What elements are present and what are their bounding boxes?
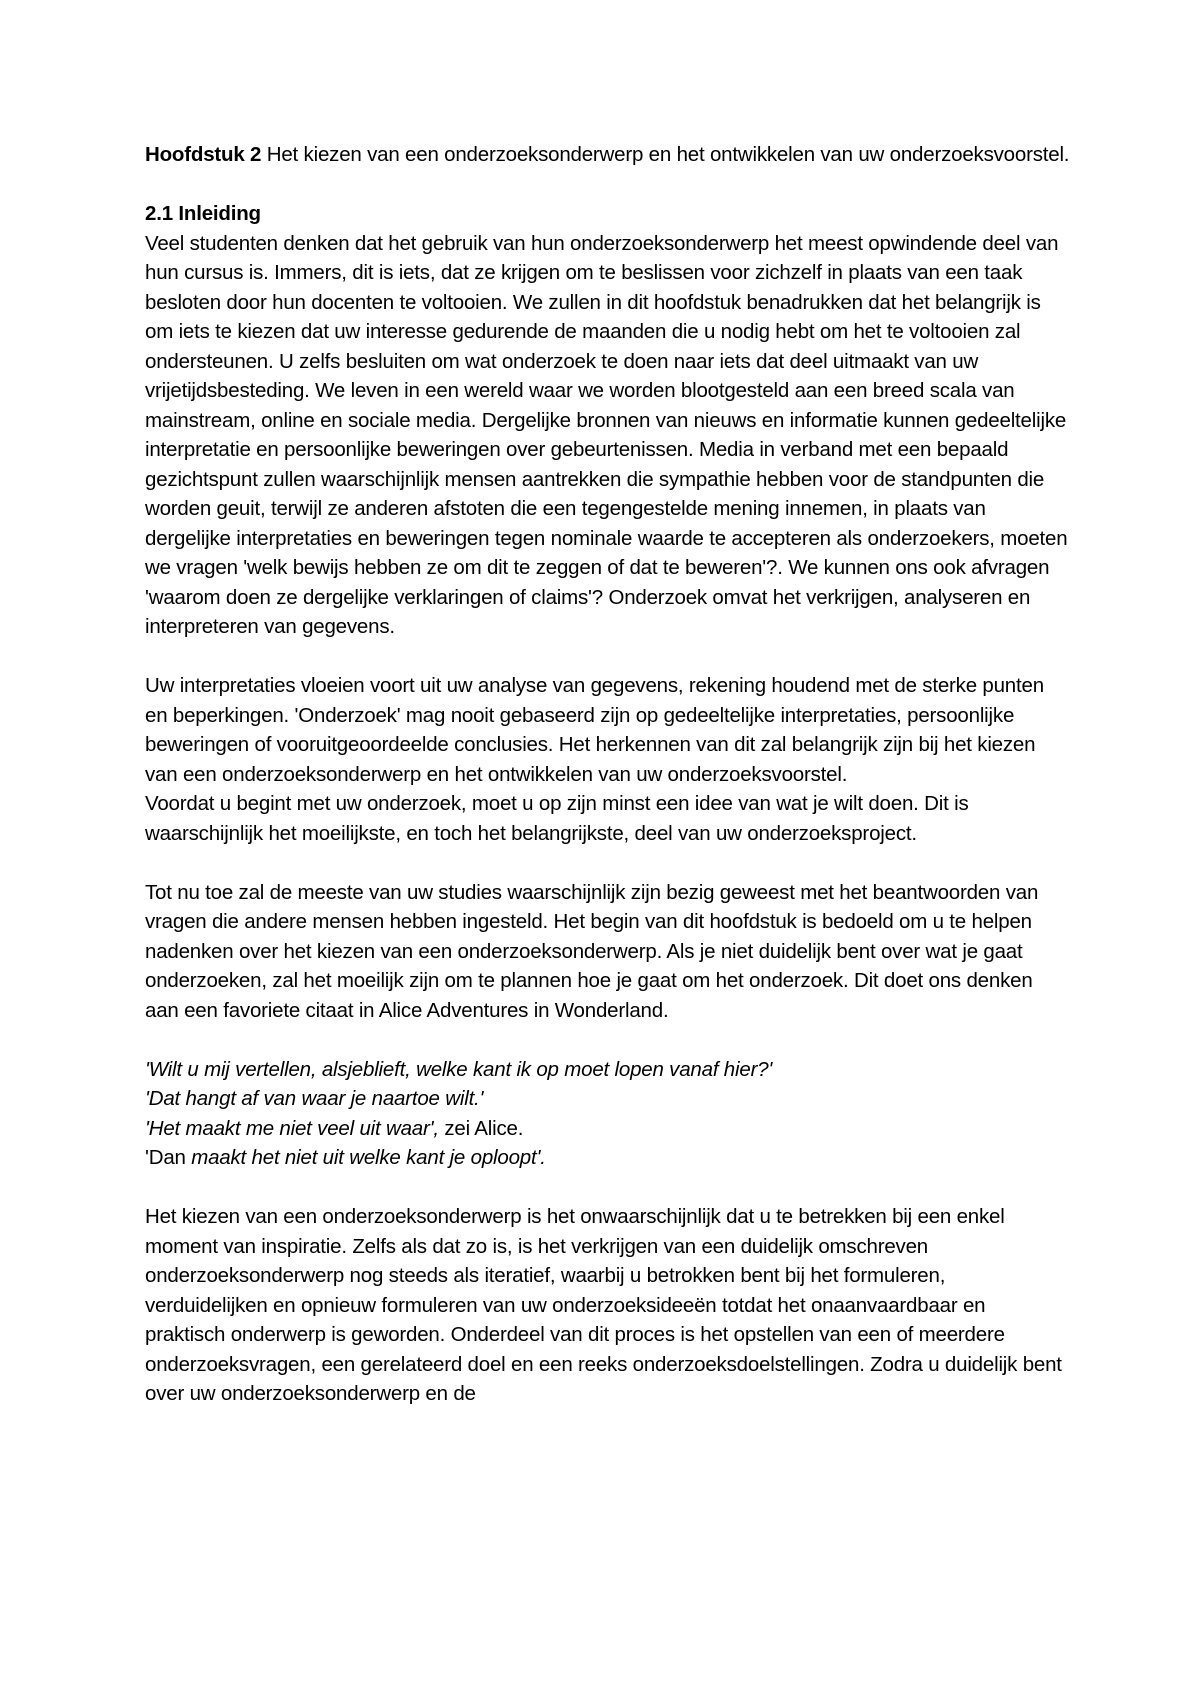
spacer: [145, 848, 1070, 878]
quote-line-1: 'Wilt u mij vertellen, alsjeblieft, welke kant ik op moet lopen vanaf hier?': [145, 1057, 773, 1081]
paragraph-intro: Veel studenten denken dat het gebruik van hun onderzoeksonderwerp het meest opwindende deel van hun cursus is. Immers, dit is iets, dat ze krijgen om te beslissen voor zichzelf in plaats van een taak besloten door hun docenten te voltooien. We zullen in dit hoofdstuk benadrukken dat het belangrijk is om iets te kiezen dat uw interesse gedurende de maanden die u nodig hebt om het te voltooien zal ondersteunen. U zelfs besluiten om wat onderzoek te doen naar iets dat deel uitmaakt van uw vrijetijdsbesteding. We leven in een wereld waar we worden blootgesteld aan een breed scala van mainstream, online en sociale media. Dergelijke bronnen van nieuws en informatie kunnen gedeeltelijke interpretatie en persoonlijke beweringen over gebeurtenissen. Media in verband met een bepaald gezichtspunt zullen waarschijnlijk mensen aantrekken die sympathie hebben voor de standpunten die worden geuit, terwijl ze anderen afstoten die een tegengestelde mening innemen, in plaats van dergelijke interpretaties en beweringen tegen nominale waarde te accepteren als onderzoekers, moeten we vragen 'welk bewijs hebben ze om dit te zeggen of dat te beweren'?. We kunnen ons ook afvragen 'waarom doen ze dergelijke verklaringen of claims'? Onderzoek omvat het verkrijgen, analyseren en interpreteren van gegevens.: [145, 231, 1068, 638]
spacer: [145, 170, 1070, 200]
spacer: [145, 1173, 1070, 1203]
quote-line-3: [145, 1114, 1070, 1144]
paragraph-studies: Tot nu toe zal de meeste van uw studies waarschijnlijk zijn bezig geweest met het beantwoorden van vragen die andere mensen hebben ingesteld. Het begin van dit hoofdstuk is bedoeld om u te helpen nadenken over het kiezen van een onderzoeksonderwerp. Als je niet duidelijk bent over wat je gaat onderzoeken, zal het moeilijk zijn om te plannen hoe je gaat om het onderzoek. Dit doet ons denken aan een favoriete citaat in Alice Adventures in Wonderland.: [145, 880, 1039, 1022]
quote-line-4: [145, 1143, 1070, 1173]
paragraph-before-start: Voordat u begint met uw onderzoek, moet u op zijn minst een idee van wat je wilt doen. Dit is waarschijnlijk het moeilijkste, en toch het belangrijkste, deel van uw onderzoeksproject.: [145, 792, 969, 845]
spacer: [145, 642, 1070, 672]
paragraph-interpretations: Uw interpretaties vloeien voort uit uw analyse van gegevens, rekening houdend met de sterke punten en beperkingen. 'Onderzoek' mag nooit gebaseerd zijn op gedeeltelijke interpretaties, persoonlijke beweringen of vooruitgeoordeelde conclusies. Het herkennen van dit zal belangrijk zijn bij het kiezen van een onderzoeksonderwerp en het ontwikkelen van uw onderzoeksvoorstel.: [145, 674, 1044, 786]
spacer: [145, 1025, 1070, 1055]
quote-line-3-italic: 'Het maakt me niet veel uit waar',: [145, 1116, 439, 1140]
chapter-label: Hoofdstuk 2: [145, 143, 262, 166]
alice-quote: [145, 1055, 1070, 1173]
chapter-title: Het kiezen van een onderzoeksonderwerp en het ontwikkelen van uw onderzoeksvoorstel.: [261, 143, 1070, 166]
section-title: 2.1 Inleiding: [145, 202, 261, 225]
chapter-heading: [145, 140, 1070, 170]
quote-line-4-plain: 'Dan: [145, 1146, 192, 1169]
quote-line-3-plain: zei Alice.: [438, 1116, 524, 1140]
quote-line-4-italic: maakt het niet uit welke kant je oploopt'.: [191, 1146, 546, 1169]
quote-line-2: 'Dat hangt af van waar je naartoe wilt.': [145, 1087, 484, 1110]
document-page: [145, 140, 1070, 1409]
paragraph-choosing-topic: Het kiezen van een onderzoeksonderwerp is het onwaarschijnlijk dat u te betrekken bij een enkel moment van inspiratie. Zelfs als dat zo is, is het verkrijgen van een duidelijk omschreven onderzoeksonderwerp nog steeds als iteratief, waarbij u betrokken bent bij het formuleren, verduidelijken en opnieuw formuleren van uw onderzoeksideeën totdat het onaanvaardbaar en praktisch onderwerp is geworden. Onderdeel van dit proces is het opstellen van een of meerdere onderzoeksvragen, een gerelateerd doel en een reeks onderzoeksdoelstellingen. Zodra u duidelijk bent over uw onderzoeksonderwerp en de: [145, 1205, 1062, 1405]
